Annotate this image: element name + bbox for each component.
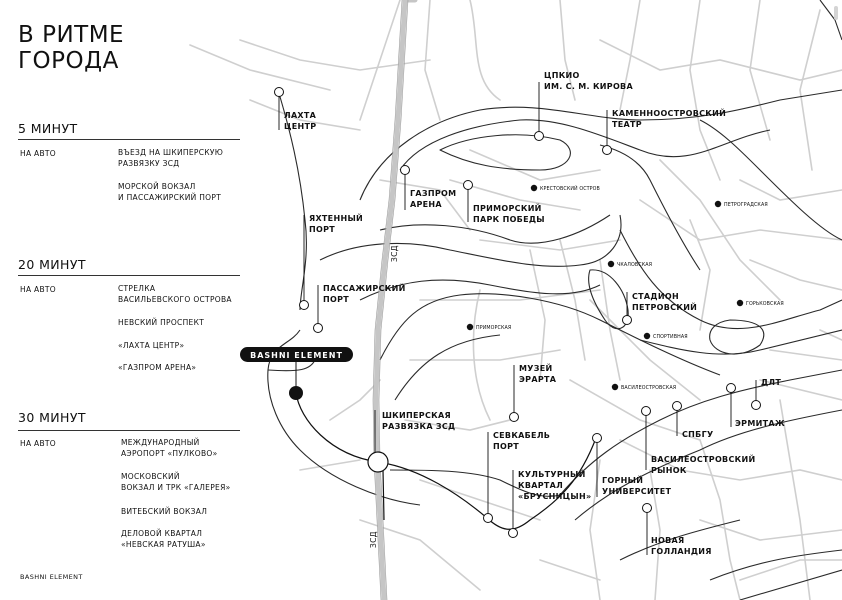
metro-label: ПЕТРОГРАДСКАЯ — [724, 203, 768, 208]
label-bruss: КУЛЬТУРНЫЙ КВАРТАЛ «БРУСНИЦЫН» — [518, 470, 592, 501]
travel-mode: НА АВТО — [20, 439, 57, 448]
scrollbar-thumb[interactable] — [834, 6, 838, 20]
label-ermitazh: ЭРМИТАЖ — [735, 419, 785, 428]
marker-passport — [314, 324, 323, 333]
marker-vasrynok — [642, 407, 651, 416]
marker-dlt — [752, 401, 761, 410]
metro-icon — [644, 333, 650, 339]
destination-item: ВИТЕБСКИЙ ВОКЗАЛ — [121, 507, 208, 516]
label-erarta: МУЗЕЙ ЭРАРТА — [519, 364, 557, 384]
travel-mode: НА АВТО — [20, 149, 57, 158]
marker-novgol — [643, 504, 652, 513]
destination-item: МЕЖДУНАРОДНЫЙ АЭРОПОРТ «ПУЛКОВО» — [121, 438, 218, 458]
marker-shkiper — [368, 452, 388, 472]
travel-mode: НА АВТО — [20, 285, 57, 294]
destination-item: «ГАЗПРОМ АРЕНА» — [118, 363, 197, 372]
metro-icon — [608, 261, 614, 267]
marker-sevkabel — [484, 514, 493, 523]
label-tspkio: ЦПКИО ИМ. С. М. КИРОВА — [544, 71, 633, 91]
section-divider — [18, 430, 240, 431]
destination-item: МОРСКОЙ ВОКЗАЛ И ПАССАЖИРСКИЙ ПОРТ — [118, 182, 222, 202]
label-lakhta: ЛАХТА ЦЕНТР — [284, 111, 317, 131]
marker-gorny — [593, 434, 602, 443]
section-divider — [18, 139, 240, 140]
metro-icon — [715, 201, 721, 207]
destination-item: СТРЕЛКА ВАСИЛЬЕВСКОГО ОСТРОВА — [118, 284, 232, 304]
label-yacht: ЯХТЕННЫЙ ПОРТ — [309, 214, 364, 234]
metro-icon — [531, 185, 537, 191]
marker-gazprom — [401, 166, 410, 175]
marker-stadion — [623, 316, 632, 325]
destination-item: «ЛАХТА ЦЕНТР» — [118, 341, 185, 350]
label-spbgu: СПБГУ — [682, 430, 714, 439]
label-gazprom: ГАЗПРОМ АРЕНА — [410, 189, 457, 209]
metro-icon — [612, 384, 618, 390]
label-gorny: ГОРНЫЙ УНИВЕРСИТЕТ — [602, 476, 672, 496]
label-kamenno: КАМЕННООСТРОВСКИЙ ТЕАТР — [612, 109, 727, 129]
marker-ermitazh — [727, 384, 736, 393]
marker-bruss — [509, 529, 518, 538]
metro-label: ГОРЬКОВСКАЯ — [746, 302, 784, 307]
label-primpark: ПРИМОРСКИЙ ПАРК ПОБЕДЫ — [473, 204, 545, 224]
label-vasrynok: ВАСИЛЕОСТРОВСКИЙ РЫНОК — [651, 455, 756, 475]
landmark-labels — [284, 71, 785, 556]
label-shkiper: ШКИПЕРСКАЯ РАЗВЯЗКА ЗСД — [382, 411, 456, 431]
destination-item: ВЪЕЗД НА ШКИПЕРСКУЮ РАЗВЯЗКУ ЗСД — [118, 148, 224, 168]
label-novgol: НОВАЯ ГОЛЛАНДИЯ — [651, 536, 712, 556]
label-stadion: СТАДИОН ПЕТРОВСКИЙ — [632, 292, 698, 312]
label-sevkabel: СЕВКАБЕЛЬ ПОРТ — [493, 431, 551, 451]
label-passport: ПАССАЖИРСКИЙ ПОРТ — [323, 284, 406, 304]
destination-item: МОСКОВСКИЙ ВОКЗАЛ И ТРК «ГАЛЕРЕЯ» — [121, 472, 231, 492]
title-line-2: ГОРОДА — [18, 48, 119, 74]
metro-label: КРЕСТОВСКИЙ ОСТРОВ — [540, 187, 600, 192]
marker-kamenno — [603, 146, 612, 155]
marker-erarta — [510, 413, 519, 422]
label-dlt: ДЛТ — [761, 378, 782, 387]
metro-icon — [737, 300, 743, 306]
road-label-zsd-south: ЗСД — [369, 531, 378, 548]
page-title — [18, 22, 124, 74]
section-heading-30min: 30 МИНУТ — [18, 410, 86, 425]
metro-label: СПОРТИВНАЯ — [653, 335, 688, 340]
metro-label: ВАСИЛЕОСТРОВСКАЯ — [621, 386, 677, 391]
destination-item: НЕВСКИЙ ПРОСПЕКТ — [118, 318, 205, 327]
section-heading-20min: 20 МИНУТ — [18, 257, 86, 272]
metro-icon — [467, 324, 473, 330]
street-network — [190, 0, 842, 600]
metro-label: ЧКАЛОВСКАЯ — [617, 263, 653, 268]
marker-spbgu — [673, 402, 682, 411]
marker-yacht — [300, 301, 309, 310]
marker-primpark — [464, 181, 473, 190]
project-label: BASHNI ELEMENT — [250, 351, 343, 360]
title-line-1: В РИТМЕ — [18, 22, 125, 48]
project-location-marker — [289, 386, 303, 400]
travel-time-panel — [0, 0, 250, 600]
section-divider — [18, 275, 240, 276]
destination-item: ДЕЛОВОЙ КВАРТАЛ «НЕВСКАЯ РАТУША» — [121, 529, 206, 549]
section-heading-5min: 5 МИНУТ — [18, 121, 78, 136]
road-label-zsd-north: ЗСД — [390, 245, 399, 262]
footer-brand: BASHNI ELEMENT — [20, 573, 83, 581]
marker-tspkio — [535, 132, 544, 141]
metro-label: ПРИМОРСКАЯ — [476, 326, 512, 331]
zsd-highway — [376, 0, 415, 600]
marker-lakhta — [275, 88, 284, 97]
